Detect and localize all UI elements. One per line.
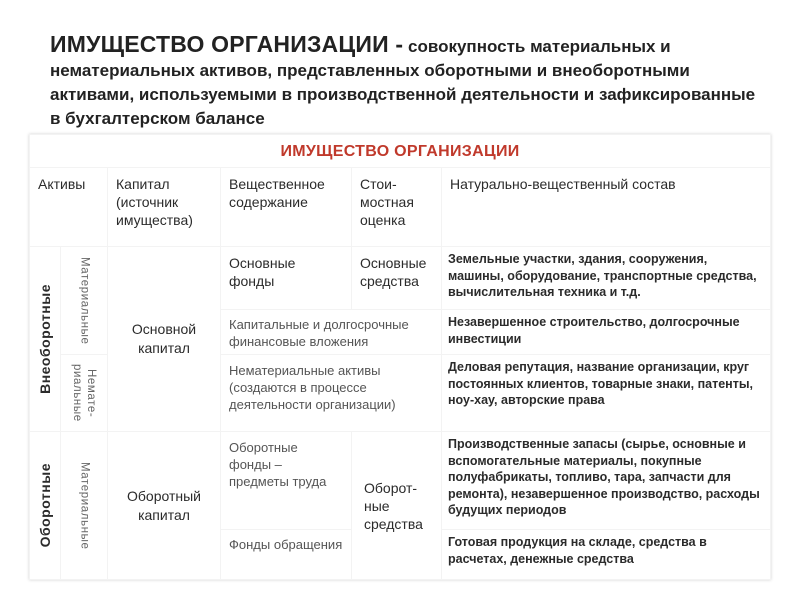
- subgroup-tangible-current: [61, 432, 107, 579]
- header-natural-composition: Натурально-вещественный состав: [442, 168, 770, 246]
- row-intangible-material: Нематериальные активы (создаются в процессе деятельности организации): [221, 355, 441, 431]
- capital-working: Оборотный капитал: [108, 432, 220, 579]
- subgroup-tangible: [61, 247, 107, 354]
- page-title-definition: совокупность материальных и нематериальных активов, представленных оборотными и внеоборотными активами, используемыми в производственной деятельности и зафиксированные в бухгалтерском балансе: [50, 37, 756, 128]
- group-non-current-label: Внеоборотные: [36, 284, 53, 394]
- row-circulation-funds-composition: Готовая продукция на складе, средства в расчетах, денежные средства: [442, 530, 770, 579]
- subgroup-tangible-current-label: Материальные: [78, 461, 91, 550]
- group-current: [30, 432, 60, 579]
- header-capital: Капитал (источник имущества): [108, 168, 220, 246]
- row-working-funds-material: Оборотные фонды – предметы труда: [221, 432, 351, 529]
- group-current-label: Оборотные: [36, 463, 53, 548]
- capital-fixed: Основной капитал: [108, 247, 220, 431]
- header-assets: Активы: [30, 168, 107, 246]
- row-fixed-assets-material: Основные фонды: [221, 247, 351, 309]
- subgroup-tangible-label: Материальные: [78, 256, 91, 345]
- page-title: [50, 32, 770, 131]
- header-material-content: Вещественное содержание: [221, 168, 351, 246]
- subgroup-intangible: [61, 355, 107, 431]
- row-intangible-composition: Деловая репутация, название организации, круг постоянных клиентов, товарные знаки, патенты, ноу-хау, авторские права: [442, 355, 770, 431]
- current-cost-estimate: Оборот-ные средства: [352, 432, 441, 579]
- row-fixed-assets-cost: Основные средства: [352, 247, 441, 309]
- group-non-current: [30, 247, 60, 431]
- row-investments-composition: Незавершенное строительство, долгосрочные инвестиции: [442, 310, 770, 354]
- row-investments-material: Капитальные и долгосрочные финансовые вложения: [221, 310, 441, 354]
- header-cost-estimate: Стои-мостная оценка: [352, 168, 441, 246]
- table-title: ИМУЩЕСТВО ОРГАНИЗАЦИИ: [30, 135, 770, 167]
- page-title-term: ИМУЩЕСТВО ОРГАНИЗАЦИИ -: [50, 31, 404, 57]
- property-table: [29, 134, 771, 580]
- subgroup-intangible-label: Немате-риальные: [71, 364, 97, 422]
- row-fixed-assets-composition: Земельные участки, здания, сооружения, машины, оборудование, транспортные средства, вычислительная техника и т.д.: [442, 247, 770, 309]
- row-working-funds-composition: Производственные запасы (сырье, основные и вспомогательные материалы, покупные полуфабрикаты, топливо, тара, запчасти для ремонта), незавершенное производство, расходы будущих периодов: [442, 432, 770, 529]
- row-circulation-funds-material: Фонды обращения: [221, 530, 351, 579]
